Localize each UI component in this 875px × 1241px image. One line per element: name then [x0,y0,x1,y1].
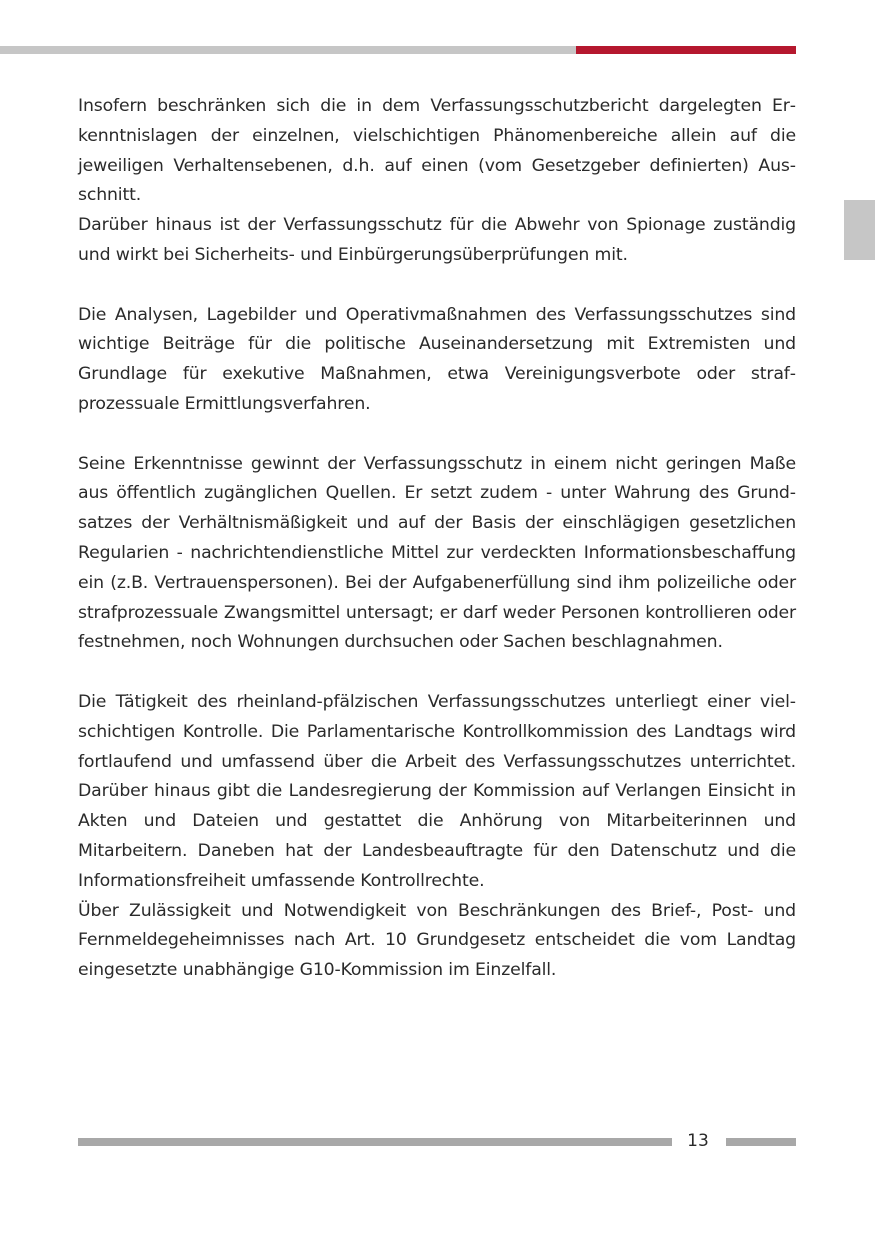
chapter-side-tab [844,200,875,260]
paragraph-gap [78,420,796,450]
header-rule-grey [0,46,576,54]
paragraph-3: Die Analysen, Lagebilder und Operativmaßnahmen des Verfassungsschutzes sind wichtige Beiträge für die politische Auseinandersetzung mit Extremisten und Grundlage für exekutive Maßnahmen, etwa Vereinigungsverbote oder strafprozessuale Ermittlungsverfahren. [78,304,796,414]
paragraph-2: Darüber hinaus ist der Verfassungsschutz für die Abwehr von Spionage zuständig und wirkt bei Sicherheits- und Einbürgerungsüberprüfungen mit. [78,215,796,265]
paragraph-gap [78,271,796,301]
body-text [78,92,796,986]
footer-rule-left [78,1138,672,1146]
footer-rule-right [726,1138,796,1146]
paragraph-gap [78,658,796,688]
page-number: 13 [687,1131,709,1151]
paragraph-5: Die Tätigkeit des rheinland-pfälzischen Verfassungsschutzes unterliegt einer vielschichtigen Kontrolle. Die Parlamentarische Kontrollkommission des Landtags wird fortlaufend und umfassend über die Arbeit des Verfassungsschutzes unterrichtet. Darüber hinaus gibt die Landesregierung der Kommission auf Verlangen Einsicht in Akten und Dateien und gestattet die Anhörung von Mitarbeiterinnen und Mitarbeitern. Daneben hat der Landesbeauftragte für den Datenschutz und die Informationsfreiheit umfassende Kontrollrechte. [78,691,796,891]
header-rule-accent [576,46,796,54]
paragraph-6: Über Zulässigkeit und Notwendigkeit von Beschränkungen des Brief-, Post- und Fernmeldegeheimnisses nach Art. 10 Grundgesetz entscheidet die vom Landtag eingesetzte unabhängige G10-Kommission im Einzelfall. [78,900,796,981]
paragraph-4: Seine Erkenntnisse gewinnt der Verfassungsschutz in einem nicht geringen Maße aus öffentlich zugänglichen Quellen. Er setzt zudem - unter Wahrung des Grundsatzes der Verhältnismäßigkeit und auf der Basis der einschlägigen gesetzlichen Regularien - nachrichtendienstliche Mittel zur verdeckten Informationsbeschaffung ein (z.B. Vertrauenspersonen). Bei der Aufgabenerfüllung sind ihm polizeiliche oder strafprozessuale Zwangsmittel untersagt; er darf weder Personen kontrollieren oder festnehmen, noch Wohnungen durchsuchen oder Sachen beschlagnahmen. [78,453,796,653]
paragraph-1: Insofern beschränken sich die in dem Verfassungsschutzbericht dargelegten Erkenntnislagen der einzelnen, vielschichtigen Phänomenbereiche allein auf die jeweiligen Verhaltensebenen, d.h. auf einen (vom Gesetzgeber definierten) Ausschnitt. [78,96,796,206]
